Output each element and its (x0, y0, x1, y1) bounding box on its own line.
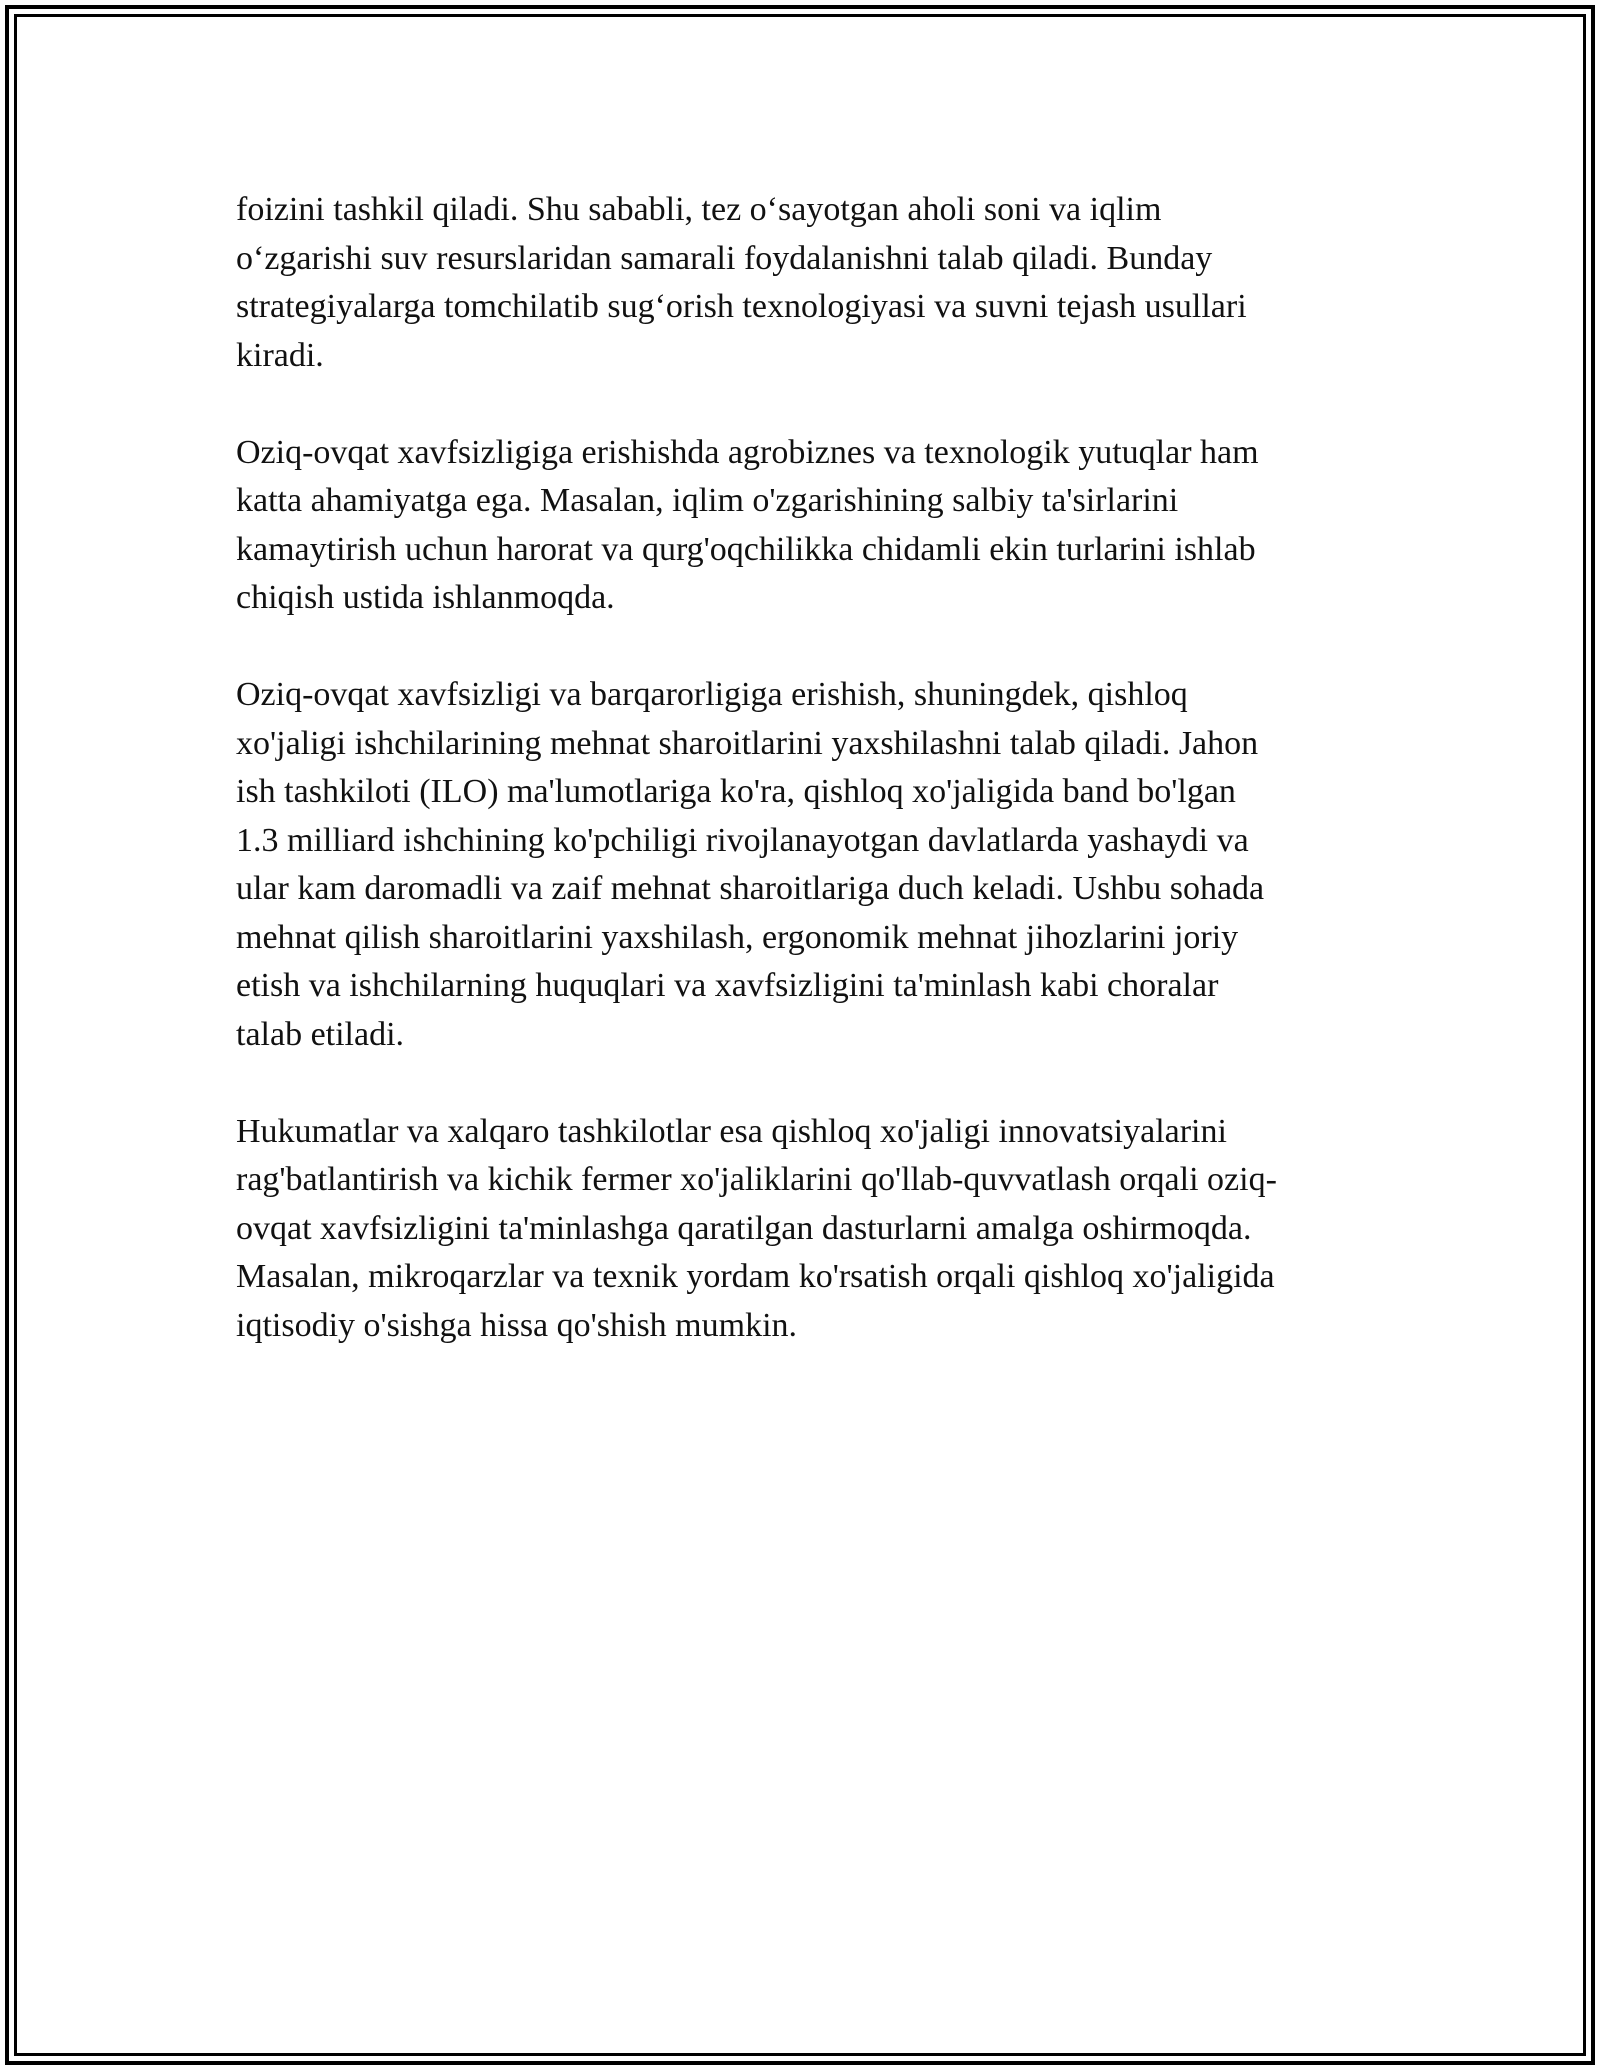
document-body (236, 186, 1376, 1399)
paragraph-government-programs: Hukumatlar va xalqaro tashkilotlar esa qishloq xo'jaligi innovatsiyalarini rag'batlantirish va kichik fermer xo'jaliklarini qo'llab-quvvatlash orqali oziq- ovqat xavfsizligini ta'minlashga qaratilgan dasturlarni amalga oshirmoqda. Masalan, mikroqarzlar va texnik yordam ko'rsatish orqali qishloq xo'jaligida iqtisodiy o'sishga hissa qo'shish mumkin. (236, 1112, 1277, 1344)
paragraph-agribusiness: Oziq-ovqat xavfsizligiga erishishda agrobiznes va texnologik yutuqlar ham katta ahamiyatga ega. Masalan, iqlim o'zgarishining salbiy ta'sirlarini kamaytirish uchun harorat va qurg'oqchilikka chidamli ekin turlarini ishlab chiqish ustida ishlanmoqda. (236, 433, 1259, 616)
paragraph-water-resources: foizini tashkil qiladi. Shu sababli, tez o‘sayotgan aholi soni va iqlim o‘zgarishi suv resurslaridan samarali foydalanishni talab qiladi. Bunday strategiyalarga tomchilatib sug‘orish texnologiyasi va suvni tejash usullari kiradi. (236, 191, 1247, 374)
paragraph-labor-conditions: Oziq-ovqat xavfsizligi va barqarorligiga erishish, shuningdek, qishloq xo'jaligi ishchilarining mehnat sharoitlarini yaxshilashni talab qiladi. Jahon ish tashkiloti (ILO) ma'lumotlariga ko'ra, qishloq xo'jaligida band bo'lgan 1.3 milliard ishchining ko'pchiligi rivojlanayotgan davlatlarda yashaydi va ular kam daromadli va zaif mehnat sharoitlariga duch keladi. Ushbu sohada mehnat qilish sharoitlarini yaxshilash, ergonomik mehnat jihozlarini joriy etish va ishchilarning huquqlari va xavfsizligini ta'minlash kabi choralar talab etiladi. (236, 676, 1265, 1053)
